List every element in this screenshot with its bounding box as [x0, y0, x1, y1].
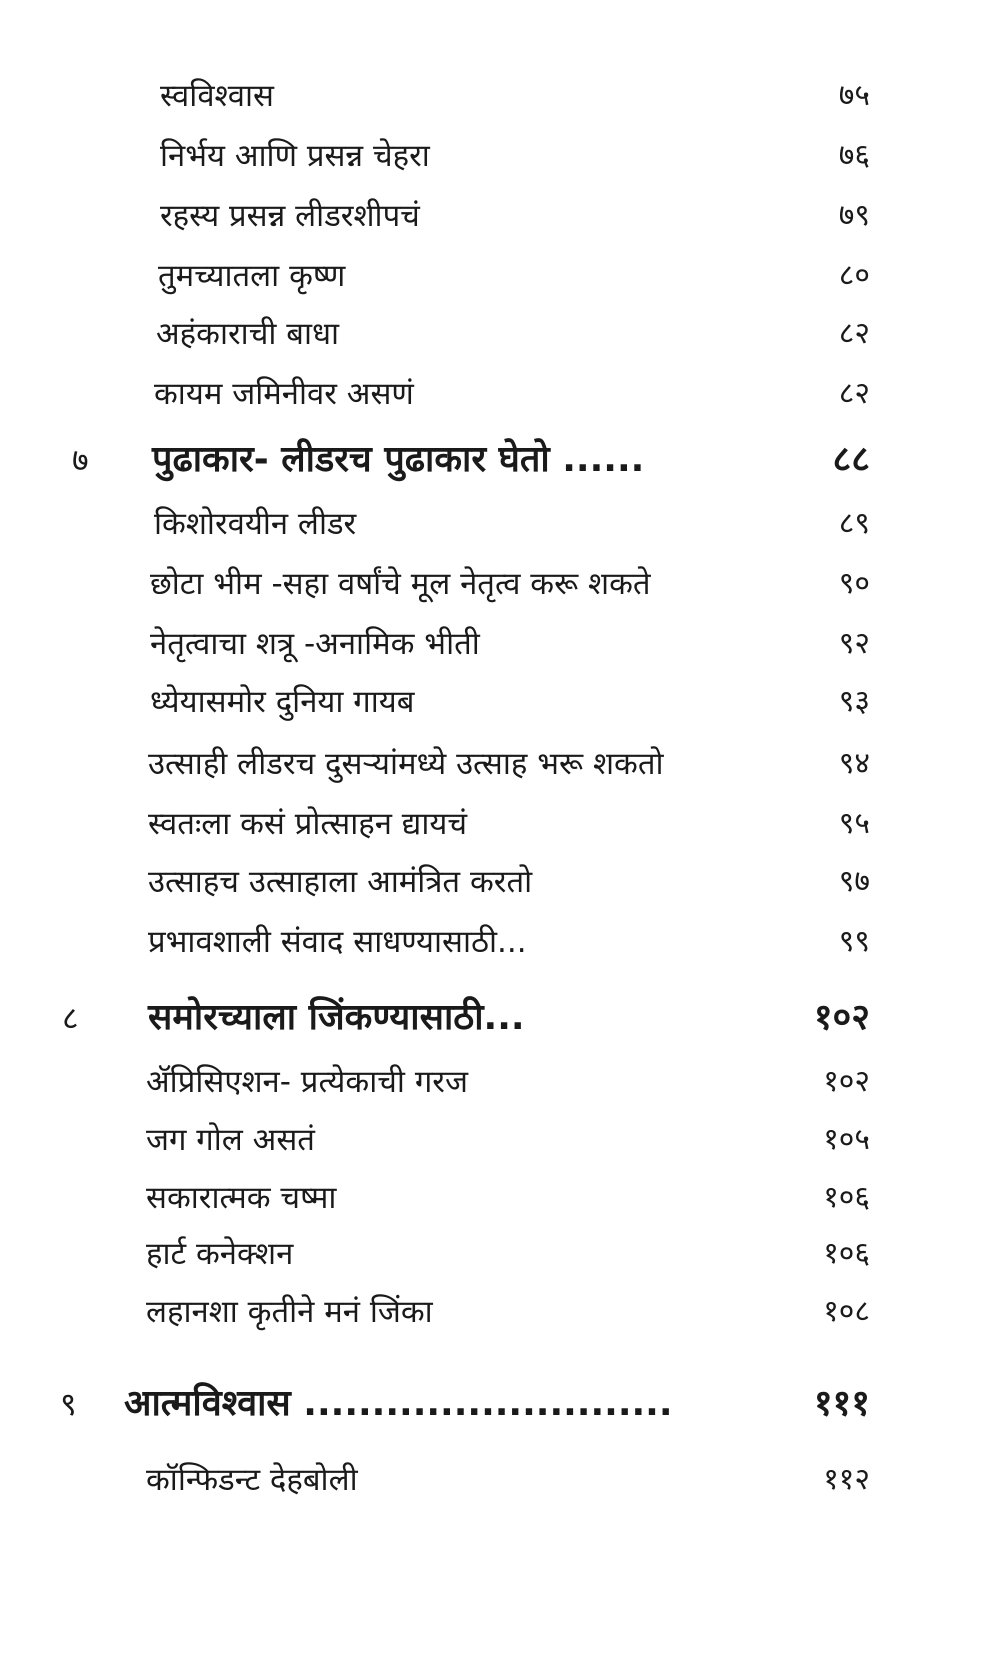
toc-entry-title: प्रभावशाली संवाद साधण्यासाठी... — [148, 924, 527, 960]
toc-entry-page: ७९ — [838, 198, 870, 233]
toc-entry-title: अहंकाराची बाधा — [156, 316, 340, 352]
toc-entry-title: सकारात्मक चष्मा — [146, 1180, 337, 1216]
toc-entry — [0, 554, 1000, 614]
toc-entry — [0, 304, 1000, 364]
toc-entry-page: ९९ — [838, 924, 870, 959]
toc-entry-page: १०२ — [823, 1064, 870, 1099]
toc-entry-page: ७६ — [838, 138, 870, 173]
toc-entry — [0, 1450, 1000, 1510]
toc-entry-page: ९५ — [838, 806, 870, 841]
toc-entry — [0, 672, 1000, 732]
toc-entry — [0, 852, 1000, 912]
toc-entry — [0, 734, 1000, 794]
toc-entry-title: उत्साहच उत्साहाला आमंत्रित करतो — [148, 864, 533, 900]
toc-entry-page: ११२ — [823, 1462, 870, 1497]
toc-entry-title: उत्साही लीडरच दुसऱ्यांमध्ये उत्साह भरू शकतो — [148, 746, 664, 782]
chapter-page: १०२ — [813, 997, 870, 1038]
toc-entry-title: जग गोल असतं — [146, 1122, 315, 1158]
toc-entry-page: ९४ — [838, 746, 870, 781]
toc-entry — [0, 246, 1000, 306]
toc-entry-title: हार्ट कनेक्शन — [146, 1236, 294, 1272]
toc-entry — [0, 66, 1000, 126]
toc-entry-title: छोटा भीम -सहा वर्षांचे मूल नेतृत्व करू शकते — [150, 566, 651, 602]
toc-entry-page: १०६ — [823, 1236, 870, 1271]
toc-entry-page: ८२ — [838, 376, 870, 411]
toc-entry-page: १०५ — [823, 1122, 870, 1157]
toc-entry-page: ८० — [838, 258, 870, 293]
toc-entry-title: कायम जमिनीवर असणं — [154, 376, 414, 412]
toc-entry-page: ७५ — [838, 78, 870, 113]
toc-entry-page: ९७ — [838, 864, 870, 899]
chapter-title: समोरच्याला जिंकण्यासाठी... — [148, 997, 525, 1038]
toc-chapter — [0, 1374, 1000, 1434]
toc-entry-title: स्वतःला कसं प्रोत्साहन द्यायचं — [148, 806, 468, 842]
toc-entry — [0, 1052, 1000, 1112]
chapter-page: ८८ — [832, 439, 870, 480]
toc-entry — [0, 1224, 1000, 1284]
toc-entry-title: किशोरवयीन लीडर — [154, 506, 357, 542]
toc-entry-page: ९० — [838, 566, 870, 601]
toc-entry-title: नेतृत्वाचा शत्रू -अनामिक भीती — [150, 626, 480, 662]
toc-entry — [0, 1110, 1000, 1170]
toc-entry-title: ॲप्रिसिएशन- प्रत्येकाची गरज — [146, 1064, 468, 1100]
chapter-number: ८ — [62, 999, 79, 1037]
toc-entry — [0, 614, 1000, 674]
toc-entry — [0, 364, 1000, 424]
toc-entry — [0, 794, 1000, 854]
chapter-number: ९ — [60, 1385, 77, 1423]
toc-entry-title: स्वविश्वास — [160, 78, 274, 114]
toc-entry-page: ८२ — [838, 316, 870, 351]
chapter-title: आत्मविश्वास ........................... — [124, 1383, 673, 1424]
toc-entry — [0, 186, 1000, 246]
toc-entry-page: ९२ — [838, 626, 870, 661]
toc-entry-page: ९३ — [838, 684, 870, 719]
toc-entry-page: ८९ — [838, 506, 870, 541]
chapter-number: ७ — [72, 441, 89, 479]
toc-entry-page: १०८ — [823, 1294, 870, 1329]
toc-entry-title: लहानशा कृतीने मनं जिंका — [146, 1294, 433, 1330]
toc-entry — [0, 912, 1000, 972]
chapter-title: पुढाकार- लीडरच पुढाकार घेतो ...... — [152, 439, 645, 480]
toc-chapter — [0, 988, 1000, 1048]
toc-entry — [0, 494, 1000, 554]
toc-entry — [0, 1282, 1000, 1342]
toc-entry-title: कॉन्फिडन्ट देहबोली — [146, 1462, 358, 1498]
toc-entry-title: ध्येयासमोर दुनिया गायब — [150, 684, 415, 720]
toc-entry-page: १०६ — [823, 1180, 870, 1215]
toc-entry-title: निर्भय आणि प्रसन्न चेहरा — [160, 138, 430, 174]
toc-entry — [0, 126, 1000, 186]
toc-entry — [0, 1168, 1000, 1228]
toc-entry-title: रहस्य प्रसन्न लीडरशीपचं — [160, 198, 420, 234]
toc-entry-title: तुमच्यातला कृष्ण — [158, 258, 346, 294]
toc-chapter — [0, 430, 1000, 490]
chapter-page: १११ — [813, 1383, 870, 1424]
